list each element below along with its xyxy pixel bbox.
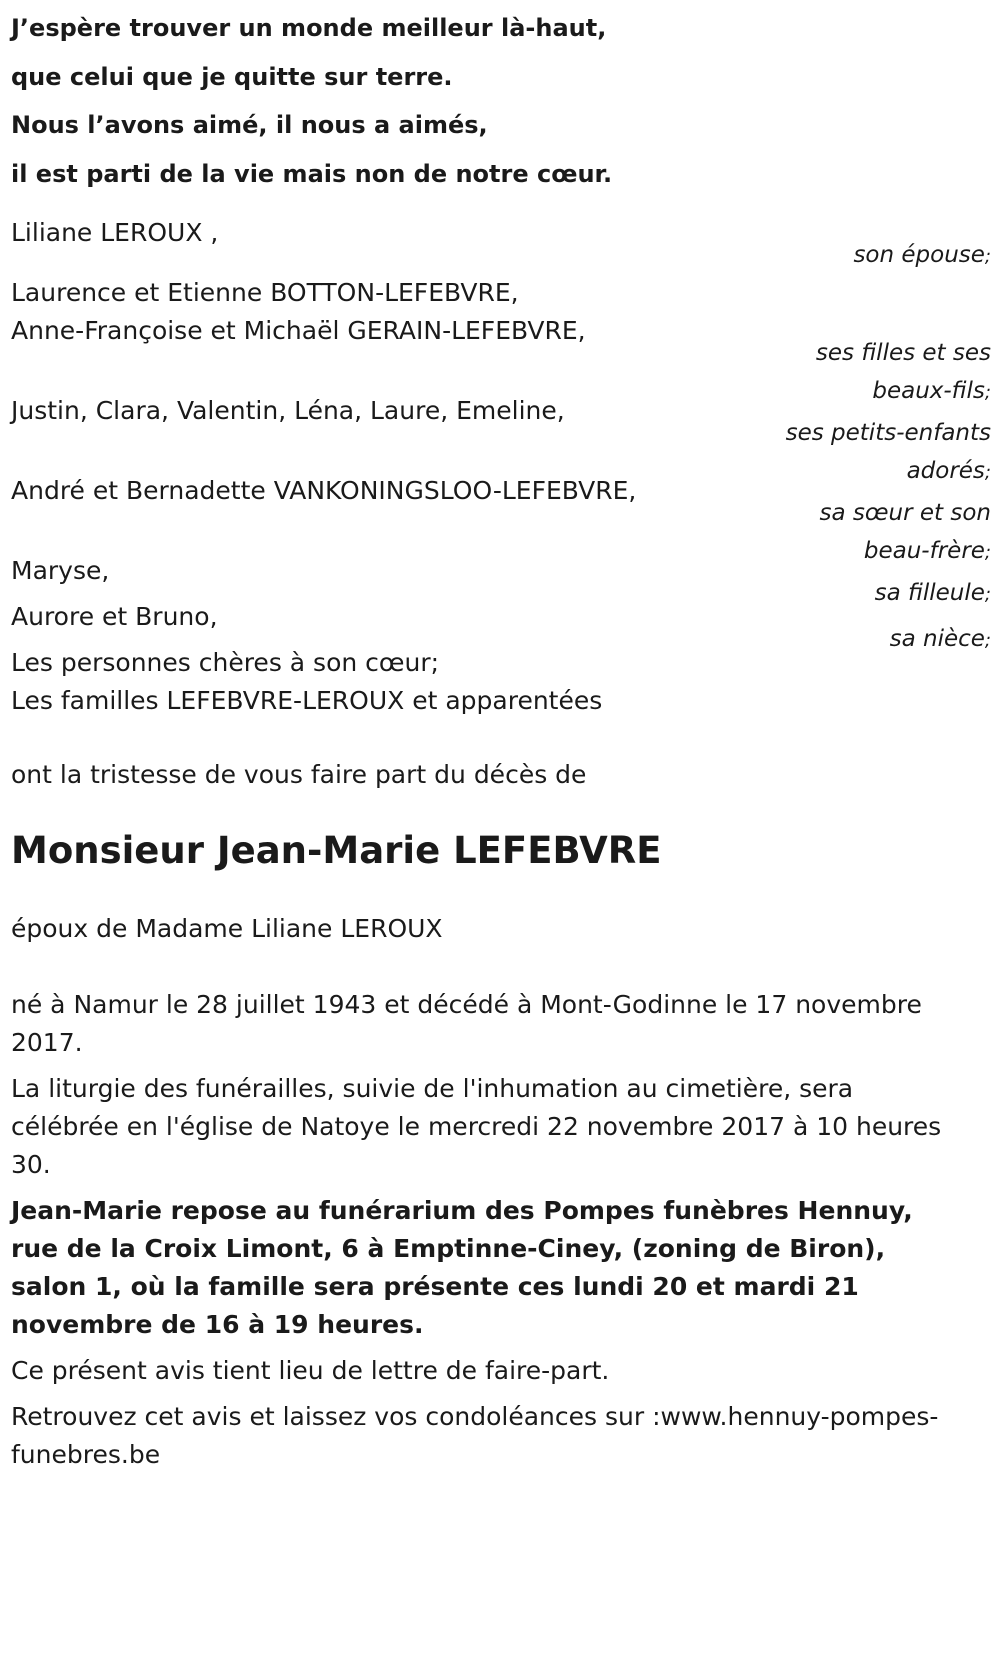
repose-paragraph: Jean-Marie repose au funérarium des Pompes funèbres Hennuy, rue de la Croix Limont, 6 à Emptinne-Ciney, (zoning de Biron), salon 1, où la famille sera présente ces lundi 20 et mardi 21 novembre de 16 à 19 heures. (11, 1196, 913, 1339)
poem-line: il est parti de la vie mais non de notre cœur. (11, 159, 613, 188)
family-names: André et Bernadette VANKONINGSLOO-LEFEBVRE, (11, 476, 637, 505)
family-names: Anne-Françoise et Michaël GERAIN-LEFEBVRE, (11, 316, 586, 345)
family-list (11, 214, 991, 720)
closing-line: Les familles LEFEBVRE-LEROUX et apparentées (11, 686, 603, 715)
family-entry (11, 214, 991, 276)
family-names: Aurore et Bruno, (11, 602, 218, 631)
poem-line: Nous l’avons aimé, il nous a aimés, (11, 111, 488, 139)
announcement: ont la tristesse de vous faire part du décès de (11, 760, 587, 789)
family-relation: sa filleule; (874, 580, 991, 606)
family-names: Maryse, (11, 556, 110, 585)
family-relation: son épouse; (853, 242, 991, 268)
family-relation: ses filles et ses beaux-fils; (815, 340, 991, 404)
family-names: Justin, Clara, Valentin, Léna, Laure, Emeline, (11, 396, 565, 425)
closing-line: Les personnes chères à son cœur; (11, 648, 440, 677)
poem-line: que celui que je quitte sur terre. (11, 62, 453, 91)
liturgy-paragraph: La liturgie des funérailles, suivie de l'inhumation au cimetière, sera célébrée en l'église de Natoye le mercredi 22 novembre 2017 à 10 heures 30. (11, 1074, 942, 1179)
family-names: Laurence et Etienne BOTTON-LEFEBVRE, (11, 278, 519, 307)
birth-death-paragraph: né à Namur le 28 juillet 1943 et décédé à Mont-Godinne le 17 novembre 2017. (11, 990, 922, 1057)
family-names: Liliane LEROUX , (11, 218, 219, 247)
family-relation: ses petits-enfants adorés; (785, 420, 991, 484)
obituary-notice (11, 0, 991, 1474)
poem (11, 0, 991, 198)
family-entry (11, 598, 991, 660)
spouse-line: époux de Madame Liliane LEROUX (11, 914, 443, 943)
website-paragraph: Retrouvez cet avis et laissez vos condoléances sur :www.hennuy-pompes-funebres.be (11, 1402, 939, 1469)
family-relation: sa nièce; (889, 626, 991, 652)
poem-line: J’espère trouver un monde meilleur là-haut, (11, 14, 607, 42)
deceased-name: Monsieur Jean-Marie LEFEBVRE (11, 829, 662, 872)
family-relation: sa sœur et son beau-frère; (819, 500, 991, 564)
notice-paragraph: Ce présent avis tient lieu de lettre de faire-part. (11, 1356, 610, 1385)
